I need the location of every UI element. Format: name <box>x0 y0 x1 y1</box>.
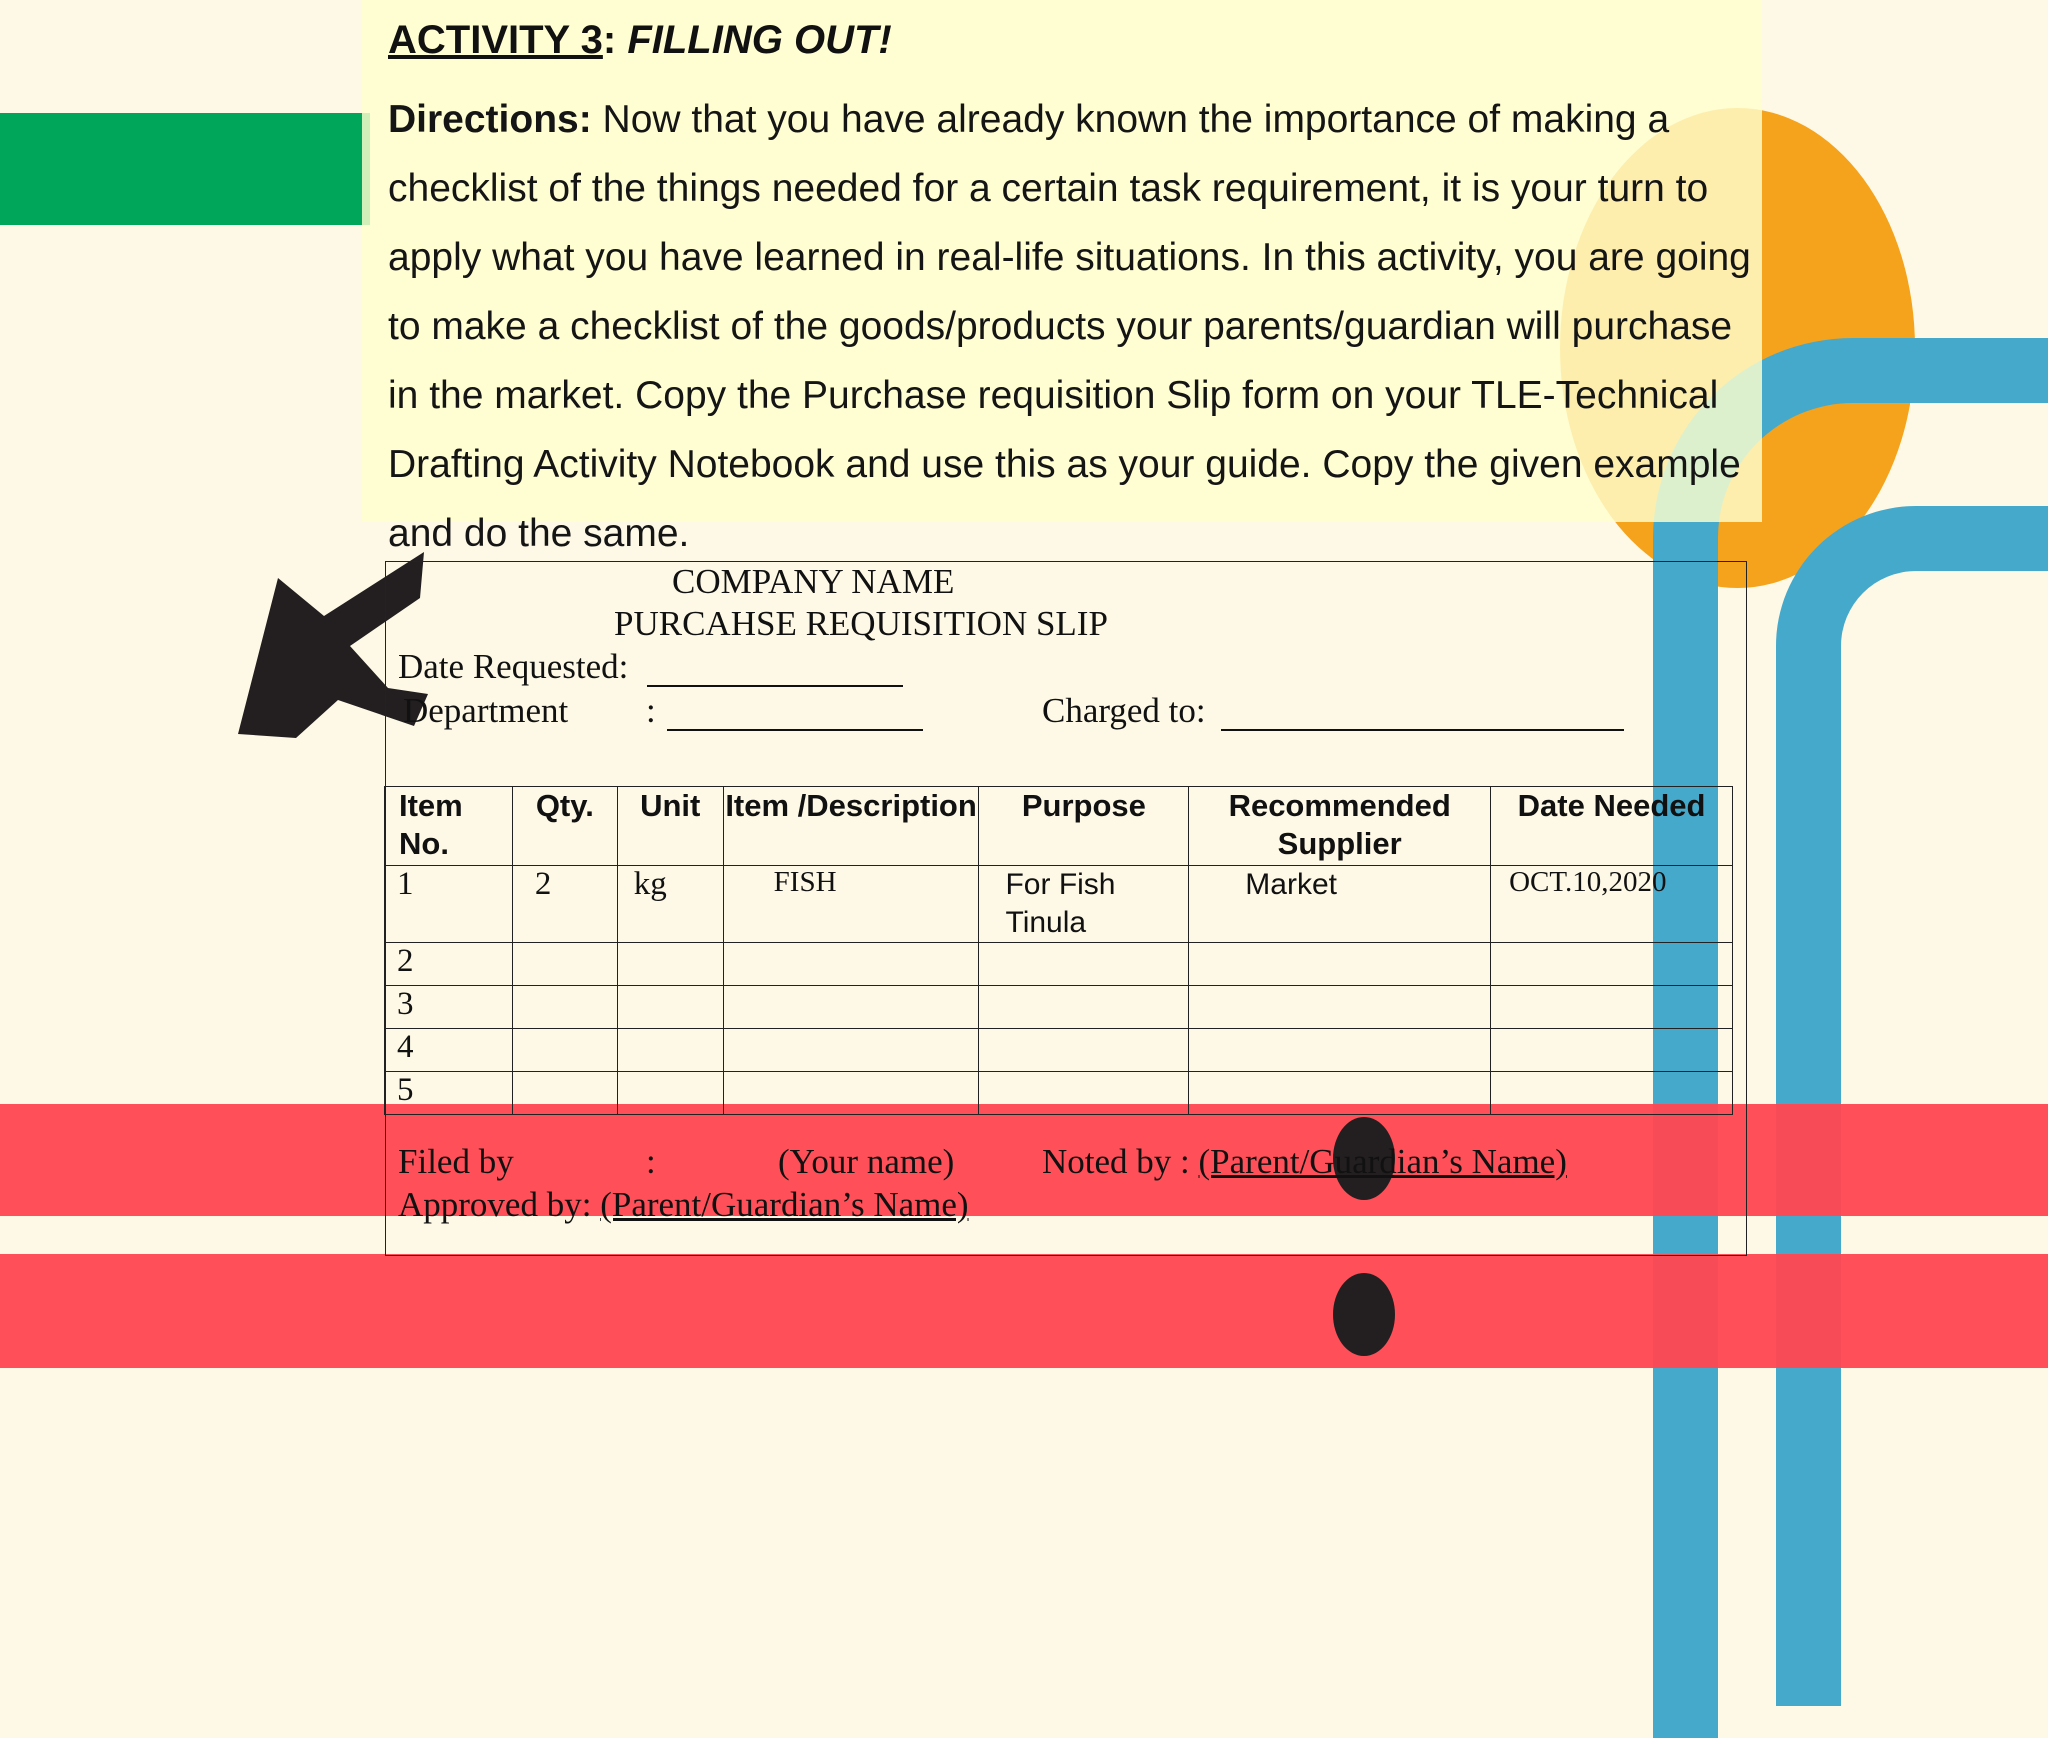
cell-date-needed <box>1491 1029 1733 1072</box>
cell-description <box>723 943 979 986</box>
cell-description <box>723 986 979 1029</box>
cell-date-needed: OCT.10,2020 <box>1491 866 1733 943</box>
cell-date-needed <box>1491 943 1733 986</box>
column-header: Qty. <box>512 787 617 866</box>
cell-purpose: For Fish Tinula <box>979 866 1189 943</box>
activity-subtitle: FILLING OUT! <box>627 18 892 62</box>
cell-item-no: 2 <box>385 943 513 986</box>
cell-qty <box>512 1029 617 1072</box>
date-requested-blank <box>647 685 903 687</box>
column-header: Item /Description <box>723 787 979 866</box>
department-label: Department <box>403 691 569 730</box>
column-header: Purpose <box>979 787 1189 866</box>
filed-by-colon: : <box>646 1142 656 1181</box>
green-bar <box>0 113 370 225</box>
filed-by-label: Filed by <box>398 1142 514 1181</box>
approved-by <box>398 1185 969 1225</box>
column-header: Item No. <box>385 787 513 866</box>
noted-by <box>1042 1142 1567 1182</box>
table-row <box>385 943 1733 986</box>
charged-to-label: Charged to: <box>1042 691 1206 730</box>
noted-by-label: Noted by : <box>1042 1142 1190 1181</box>
filed-by-value: (Your name) <box>778 1142 955 1181</box>
cell-item-no: 3 <box>385 986 513 1029</box>
cell-supplier <box>1189 943 1491 986</box>
department-blank <box>667 729 923 731</box>
column-header: Recommended Supplier <box>1189 787 1491 866</box>
cell-purpose <box>979 986 1189 1029</box>
cell-item-no: 1 <box>385 866 513 943</box>
charged-to-blank <box>1221 729 1624 731</box>
cell-date-needed <box>1491 1072 1733 1115</box>
cell-qty: 2 <box>512 866 617 943</box>
table-header-row <box>385 787 1733 866</box>
cell-description <box>723 1072 979 1115</box>
cell-qty <box>512 943 617 986</box>
cell-qty <box>512 1072 617 1115</box>
noted-by-value: (Parent/Guardian’s Name) <box>1198 1142 1567 1181</box>
directions-label: Directions: <box>388 98 592 141</box>
table-row <box>385 1029 1733 1072</box>
directions-text: Now that you have already known the importance of making a checklist of the things needed for a certain task requirement, it is your turn to apply what you have learned in real-life situations. In this activity, you are going to make a checklist of the goods/products your parents/guardian will purchase in the market. Copy the Purchase requisition Slip form on your TLE-Technical Drafting Activity Notebook and use this as your guide. Copy the given example and do the same. <box>388 98 1751 555</box>
activity-title <box>388 18 892 63</box>
form-title: PURCAHSE REQUISITION SLIP <box>614 604 1108 643</box>
cell-description: FISH <box>723 866 979 943</box>
cell-supplier <box>1189 986 1491 1029</box>
cell-item-no: 4 <box>385 1029 513 1072</box>
table-row <box>385 866 1733 943</box>
approved-by-label: Approved by: <box>398 1185 592 1224</box>
cell-purpose <box>979 943 1189 986</box>
cell-supplier <box>1189 1029 1491 1072</box>
cell-purpose <box>979 1029 1189 1072</box>
cell-date-needed <box>1491 986 1733 1029</box>
department-colon: : <box>646 691 656 730</box>
approved-by-value: (Parent/Guardian’s Name) <box>600 1185 969 1224</box>
cell-unit <box>617 1072 723 1115</box>
cell-unit <box>617 986 723 1029</box>
cell-purpose <box>979 1072 1189 1115</box>
cell-unit <box>617 943 723 986</box>
cell-item-no: 5 <box>385 1072 513 1115</box>
cell-unit: kg <box>617 866 723 943</box>
company-name: COMPANY NAME <box>672 562 955 601</box>
table-row <box>385 1072 1733 1115</box>
column-header: Date Needed <box>1491 787 1733 866</box>
cell-supplier <box>1189 1072 1491 1115</box>
cell-supplier: Market <box>1189 866 1491 943</box>
table-row <box>385 986 1733 1029</box>
cell-qty <box>512 986 617 1029</box>
directions-paragraph <box>388 85 1758 568</box>
date-requested-label: Date Requested: <box>398 647 629 686</box>
column-header: Unit <box>617 787 723 866</box>
cell-unit <box>617 1029 723 1072</box>
cell-description <box>723 1029 979 1072</box>
black-dot-lower <box>1333 1273 1395 1356</box>
red-band-bottom <box>0 1254 2048 1368</box>
activity-colon: : <box>602 18 617 62</box>
requisition-table <box>384 786 1733 1115</box>
activity-label: ACTIVITY 3 <box>388 18 603 62</box>
